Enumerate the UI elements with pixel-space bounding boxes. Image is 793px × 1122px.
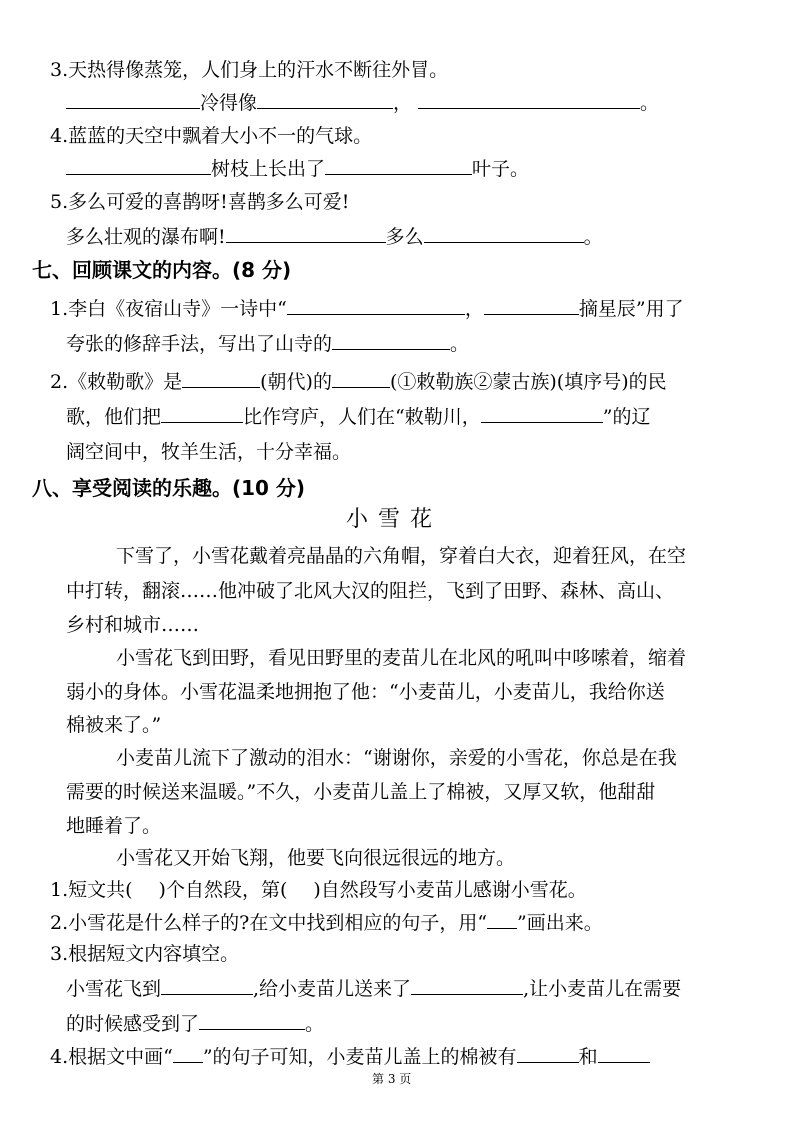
s7-q1-blank-1[interactable] — [287, 296, 465, 315]
s7-q2-text-d: 歌，他们把 — [66, 406, 162, 428]
s7-q2-text-c: (①敕勒族②蒙古族)(填序号)的民 — [389, 371, 667, 393]
s7-q1-blank-2[interactable] — [484, 296, 579, 315]
r-q3-text-d: ,让小麦苗儿在需要 — [523, 978, 682, 1000]
r-q1-line — [50, 878, 587, 902]
passage-p3-line1: 小麦苗儿流下了激动的泪水：“谢谢你，亲爱的小雪花，你总是在我 — [116, 747, 677, 769]
q5-blank-1[interactable] — [226, 224, 386, 243]
q3-blank-1[interactable] — [66, 90, 200, 109]
s7-q1-line1 — [50, 296, 684, 321]
s7-q1-blank-3[interactable] — [332, 331, 450, 350]
s7-q2-text-e: 比作穹庐，人们在“敕勒川， — [243, 406, 481, 428]
r-q4-underline-mark — [173, 1044, 203, 1063]
r-q1-text-c: )自然段写小麦苗儿感谢小雪花。 — [313, 879, 587, 901]
q3-line — [50, 58, 448, 82]
s7-q1-text-b: ， — [464, 298, 484, 320]
passage-p2-line1: 小雪花飞到田野，看见田野里的麦苗儿在北风的吼叫中哆嗦着，缩着 — [116, 647, 687, 669]
s7-q1-line2 — [66, 331, 469, 356]
q5-start-text: 多么壮观的瀑布啊! — [66, 226, 226, 248]
q4-answer-line — [66, 156, 529, 181]
q4-mid-text: 树枝上长出了 — [211, 158, 326, 180]
s7-q2-text-a: 2.《敕勒歌》是 — [50, 371, 183, 393]
section7-heading: 七、回顾课文的内容。(8 分) — [32, 258, 292, 282]
s7-q2-blank-3[interactable] — [161, 404, 243, 423]
s7-q1-text-e: 。 — [450, 333, 470, 355]
s7-q2-blank-1[interactable] — [182, 369, 260, 388]
r-q3-text-c: ,给小麦苗儿送来了 — [253, 978, 412, 1000]
q4-text: 4.蓝蓝的天空中飘着大小不一的气球。 — [50, 125, 373, 147]
q4-end: 叶子。 — [472, 158, 530, 180]
r-q2-text-b: ”画出来。 — [517, 912, 603, 934]
r-q1-text-b: )个自然段，第( — [158, 879, 288, 901]
r-q3-blank-1[interactable] — [161, 976, 253, 995]
s7-q1-text-d: 夸张的修辞手法，写出了山寺的 — [66, 333, 333, 355]
page-number: 第 3 页 — [372, 1072, 412, 1086]
r-q3-blank-3[interactable] — [199, 1011, 305, 1030]
passage-p1-line1: 下雪了，小雪花戴着亮晶晶的六角帽，穿着白大衣，迎着狂风，在空 — [116, 545, 687, 567]
passage-p1-line3: 乡村和城市…… — [66, 614, 200, 636]
q3-end: 。 — [640, 92, 660, 114]
s7-q2-line3: 阔空间中，牧羊生活，十分幸福。 — [66, 441, 352, 463]
passage-p3-line2: 需要的时候送来温暖。”不久，小麦苗儿盖上了棉被，又厚又软，他甜甜 — [66, 781, 656, 803]
q3-answer-line — [66, 90, 659, 115]
r-q4-line — [50, 1044, 650, 1069]
q5-answer-line — [66, 224, 603, 249]
passage-p3-line3: 地睡着了。 — [66, 815, 162, 837]
s7-q1-text-c: 摘星辰”用了 — [578, 298, 684, 320]
q4-line — [50, 124, 372, 148]
r-q3-text-f: 。 — [305, 1013, 325, 1035]
q5-line — [50, 190, 349, 214]
q3-blank-3[interactable] — [418, 90, 640, 109]
passage-p4-line1: 小雪花又开始飞翔，他要飞向很远很远的地方。 — [116, 847, 516, 869]
q5-text: 5.多么可爱的喜鹊呀!喜鹊多么可爱! — [50, 191, 350, 213]
r-q2-text-a: 2.小雪花是什么样子的?在文中找到相应的句子，用“ — [50, 912, 488, 934]
q4-blank-1[interactable] — [66, 156, 211, 175]
r-q3-line: 3.根据短文内容填空。 — [50, 943, 240, 965]
r-q3-text-b: 小雪花飞到 — [66, 978, 162, 1000]
r-q3-text-e: 的时候感受到了 — [66, 1013, 200, 1035]
s7-q2-blank-4[interactable] — [481, 404, 603, 423]
q5-mid-text: 多么 — [385, 226, 424, 248]
q3-text: 3.天热得像蒸笼，人们身上的汗水不断往外冒。 — [50, 59, 449, 81]
r-q1-text-a: 1.短文共( — [50, 879, 133, 901]
s7-q1-text-a: 1.李白《夜宿山寺》一诗中“ — [50, 298, 287, 320]
s7-q2-line2 — [66, 404, 650, 429]
passage-p1-line2: 中打转，翻滚……他冲破了北风大汉的阻拦，飞到了田野、森林、高山、 — [66, 580, 675, 602]
s7-q2-text-f: ”的辽 — [602, 406, 651, 428]
section8-heading: 八、享受阅读的乐趣。(10 分) — [32, 476, 306, 500]
r-q3-blank-2[interactable] — [411, 976, 523, 995]
passage-title: 小雪花 — [346, 507, 443, 532]
q3-comma: ， — [393, 92, 413, 114]
r-q4-text-c: 和 — [578, 1046, 598, 1068]
s7-q2-line1 — [50, 369, 667, 394]
q4-blank-2[interactable] — [325, 156, 472, 175]
r-q2-underline-mark — [487, 910, 517, 929]
r-q3-answer-line2 — [66, 1011, 324, 1036]
q3-blank-2[interactable] — [257, 90, 393, 109]
s7-q2-blank-2[interactable] — [332, 369, 390, 388]
r-q4-blank-2[interactable] — [598, 1044, 650, 1063]
r-q4-text-a: 4.根据文中画“ — [50, 1046, 173, 1068]
s7-q2-text-b: (朝代)的 — [260, 371, 332, 393]
q3-mid-text: 冷得像 — [200, 92, 258, 114]
r-q4-blank-1[interactable] — [517, 1044, 579, 1063]
r-q3-answer-line1 — [66, 976, 681, 1001]
passage-p2-line3: 棉被来了。” — [66, 714, 162, 736]
r-q2-line — [50, 910, 603, 935]
r-q4-text-b: ”的句子可知，小麦苗儿盖上的棉被有 — [202, 1046, 517, 1068]
q5-blank-2[interactable] — [424, 224, 584, 243]
passage-p2-line2: 弱小的身体。小雪花温柔地拥抱了他：“小麦苗儿，小麦苗儿，我给你送 — [66, 681, 665, 703]
q5-end: 。 — [583, 226, 603, 248]
